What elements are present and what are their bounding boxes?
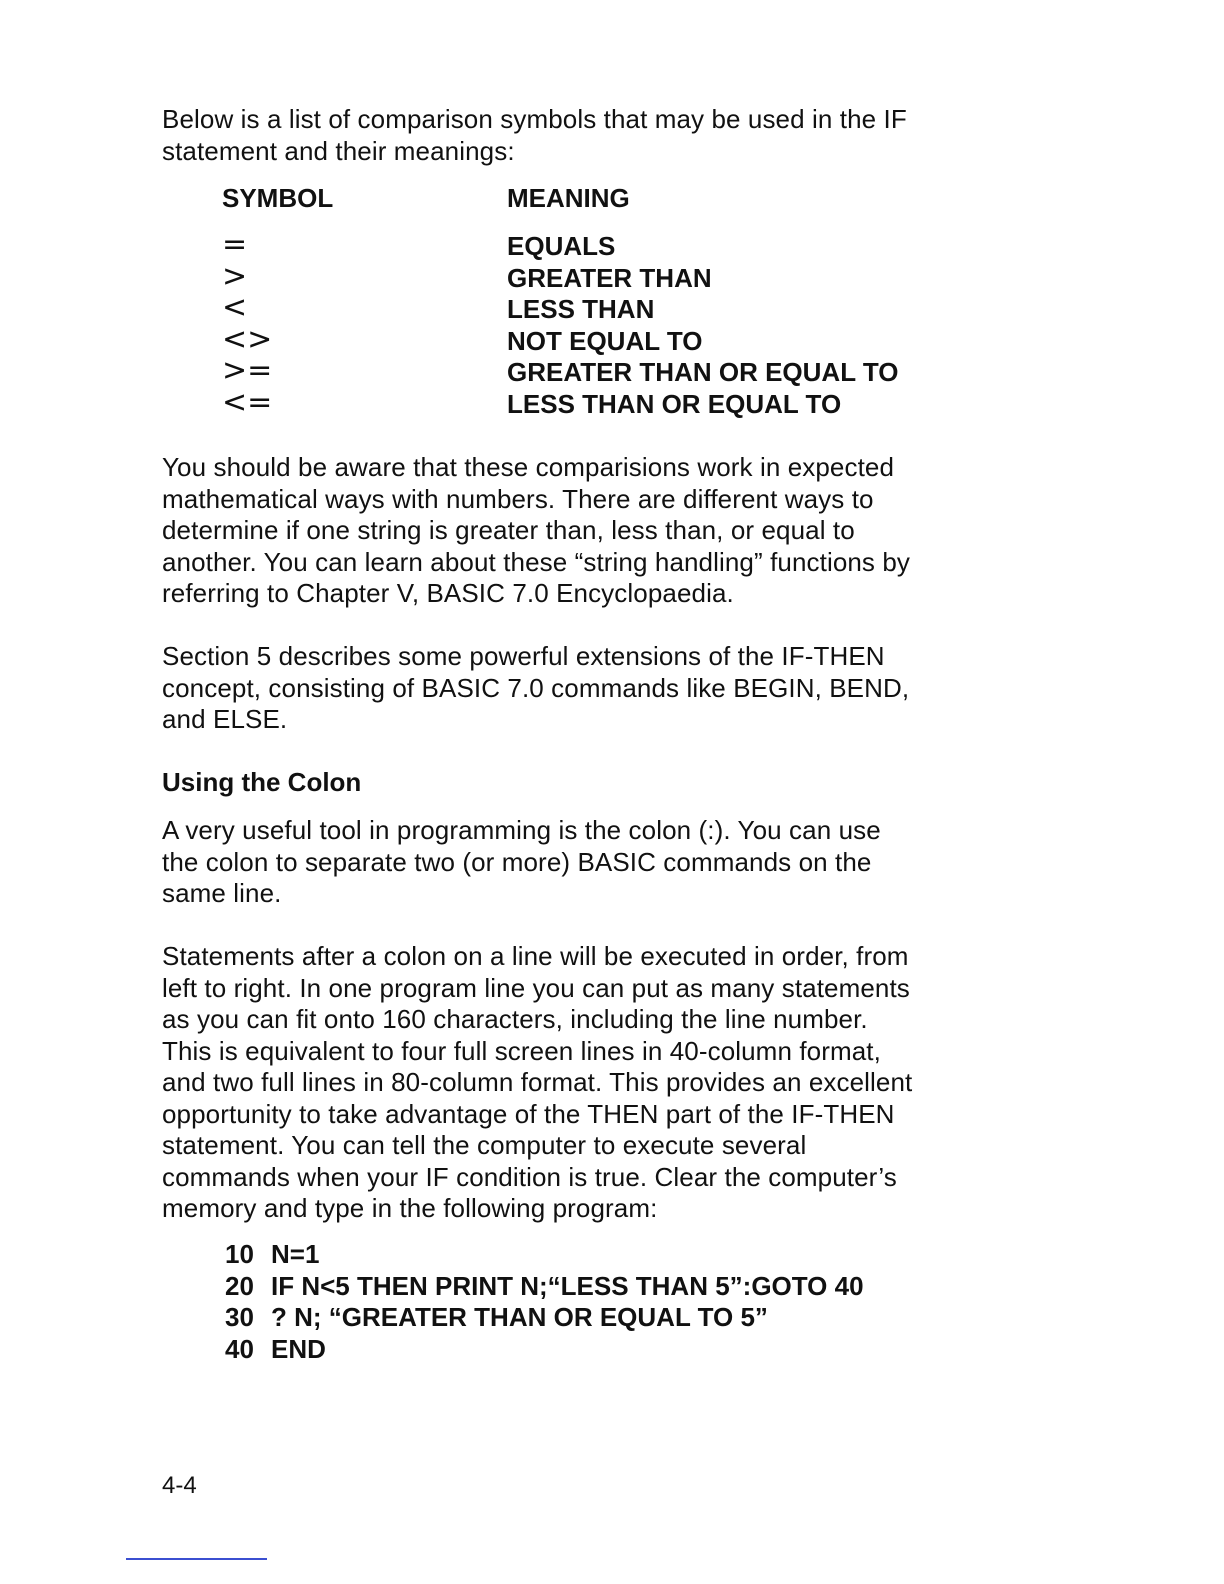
line-number: 40 [225, 1333, 254, 1364]
symbol-cell: < [222, 290, 248, 325]
symbol-cell: = [222, 227, 248, 262]
line-number: 30 [225, 1302, 254, 1332]
intro-line: statement and their meanings: [162, 135, 515, 166]
line-number: 20 [225, 1270, 254, 1301]
colon-paragraph [162, 815, 1022, 910]
paragraph-line: as you can fit onto 160 characters, including the line number. [162, 1004, 868, 1034]
paragraph-line: determine if one string is greater than, less than, or equal to [162, 515, 855, 545]
page-number: 4-4 [162, 1472, 197, 1499]
paragraph-line: Section 5 describes some powerful extensions of the IF-THEN [162, 641, 885, 671]
paragraph-line: another. You can learn about these “string handling” functions by [162, 546, 911, 577]
meaning-cell: GREATER THAN [507, 262, 712, 293]
comparison-note-paragraph [162, 452, 1022, 610]
paragraph-line: and two full lines in 80-column format. This provides an excellent [162, 1067, 913, 1097]
meaning-cell: EQUALS [507, 231, 616, 261]
intro-paragraph [162, 104, 1022, 167]
bottom-rule [126, 1558, 267, 1560]
paragraph-line: the colon to separate two (or more) BASIC commands on the [162, 846, 872, 877]
paragraph-line: opportunity to take advantage of the THEN part of the IF-THEN [162, 1098, 895, 1129]
section5-paragraph [162, 641, 1022, 736]
paragraph-line: This is equivalent to four full screen lines in 40-column format, [162, 1035, 881, 1066]
intro-line: Below is a list of comparison symbols that may be used in the IF [162, 104, 907, 134]
program-line [225, 1271, 864, 1303]
paragraph-line: statement. You can tell the computer to execute several [162, 1130, 807, 1160]
program-line [225, 1302, 864, 1334]
symbol-cell: >= [222, 353, 273, 388]
meaning-cell: GREATER THAN OR EQUAL TO [507, 357, 899, 387]
line-code: ? N; “GREATER THAN OR EQUAL TO 5” [271, 1302, 768, 1332]
symbol-column-header: SYMBOL [222, 183, 334, 213]
statements-paragraph [162, 941, 1022, 1225]
section-heading: Using the Colon [162, 767, 362, 797]
paragraph-line: A very useful tool in programming is the colon (:). You can use [162, 815, 881, 845]
paragraph-line: Statements after a colon on a line will be executed in order, from [162, 941, 909, 971]
line-code: END [271, 1333, 326, 1364]
symbol-cell: <> [222, 321, 273, 357]
line-code: IF N<5 THEN PRINT N;“LESS THAN 5”:GOTO 40 [271, 1270, 864, 1301]
paragraph-line: You should be aware that these comparisions work in expected [162, 452, 895, 482]
paragraph-line: concept, consisting of BASIC 7.0 commands like BEGIN, BEND, [162, 672, 910, 703]
paragraph-line: memory and type in the following program: [162, 1193, 658, 1223]
paragraph-line: left to right. In one program line you can put as many statements [162, 972, 910, 1003]
meaning-cell: LESS THAN [507, 294, 655, 324]
meaning-cell: LESS THAN OR EQUAL TO [507, 388, 842, 419]
paragraph-line: and ELSE. [162, 704, 288, 734]
meaning-cell: NOT EQUAL TO [507, 325, 703, 356]
meaning-column [507, 231, 898, 420]
program-listing [225, 1239, 864, 1365]
line-number: 10 [225, 1239, 254, 1269]
meaning-column-header: MEANING [507, 183, 630, 213]
paragraph-line: referring to Chapter V, BASIC 7.0 Encyclopaedia. [162, 578, 734, 608]
paragraph-line: commands when your IF condition is true. Clear the computer’s [162, 1161, 897, 1192]
program-line [225, 1239, 864, 1271]
program-line [225, 1334, 864, 1366]
symbol-column [222, 229, 272, 418]
symbol-cell: > [222, 258, 248, 294]
line-code: N=1 [271, 1239, 320, 1269]
paragraph-line: mathematical ways with numbers. There are different ways to [162, 483, 874, 514]
symbol-cell: <= [222, 384, 273, 420]
paragraph-line: same line. [162, 878, 282, 908]
